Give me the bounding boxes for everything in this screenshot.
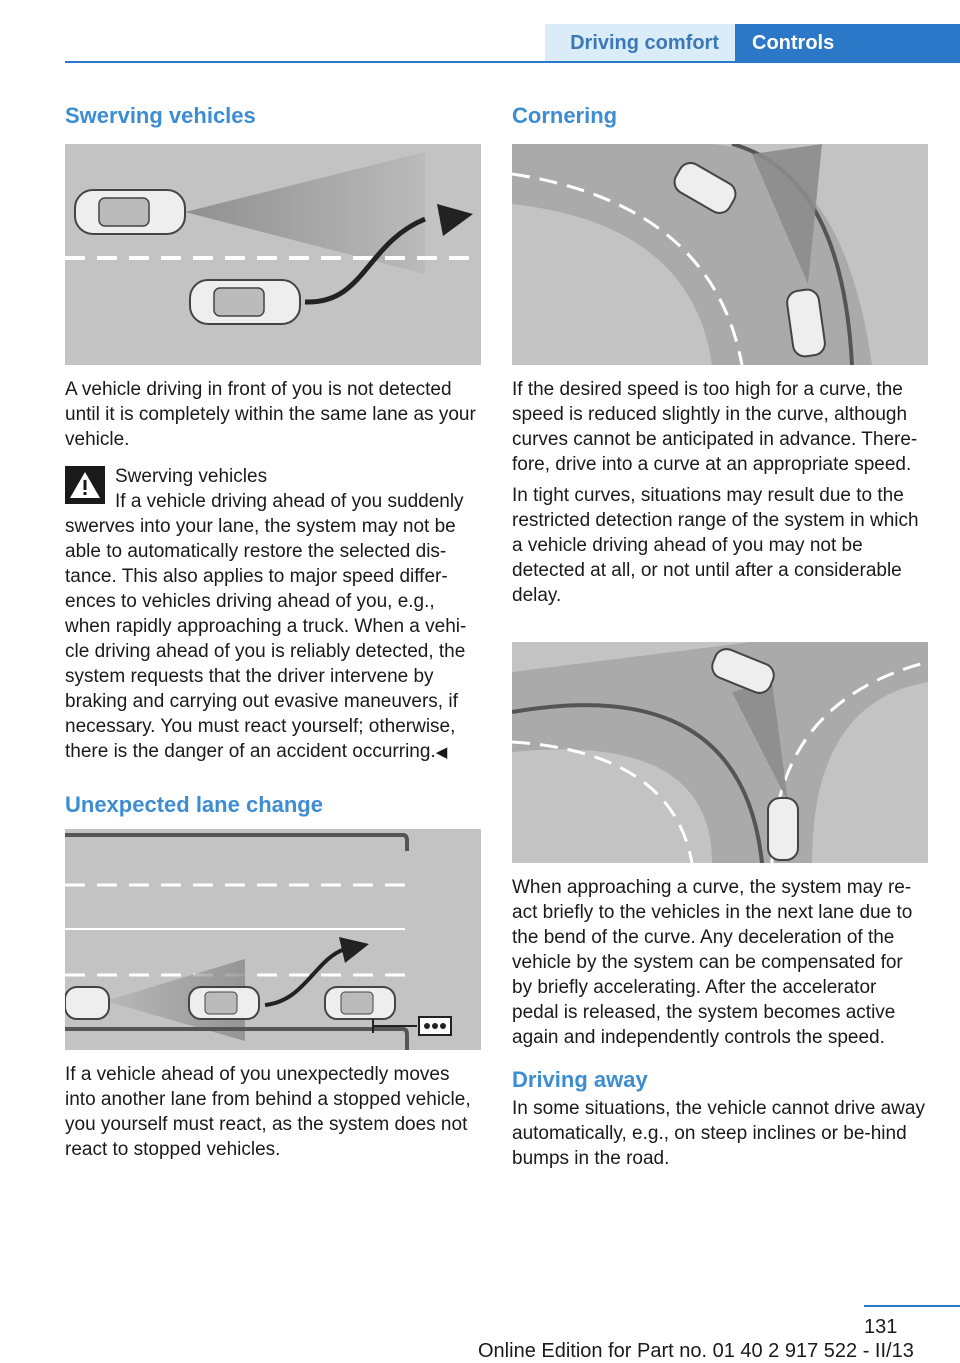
figure-cornering-adjacent-lane: [512, 642, 928, 863]
own-car-rear: [65, 987, 109, 1019]
section-tab: Driving comfort: [545, 24, 735, 62]
heading-swerving-vehicles: Swerving vehicles: [65, 103, 256, 128]
figure-cornering-speed: [512, 144, 928, 365]
car-changing-lane: [189, 987, 259, 1019]
warning-triangle-icon: [65, 466, 105, 504]
warning-title: Swerving vehicles: [115, 466, 268, 487]
end-mark: ◀: [435, 744, 448, 761]
page-header: [545, 24, 960, 62]
heading-unexpected-lane-change: Unexpected lane change: [65, 792, 323, 817]
warning-text-content: If a vehicle driving ahead of you suddenly swerves into your lane, the system may not be able to automatically restore the selected dis‐tance. This also applies to major speed differ‐ences to vehicles driving ahead of you, e.g., when rapidly approaching a truck. When a vehi‐cle driving ahead of you is reliably detected, the system requests that the driver intervene by braking and carrying out evasive maneuvers, if necessary. You must react yourself; otherwise, there is the danger of an accident occurring.: [65, 491, 467, 762]
chapter-tab: Controls: [735, 24, 960, 62]
paragraph-stopped-vehicles: If a vehicle ahead of you unexpectedly moves into another lane from behind a stopped vehicle, you yourself must react, as the system does not react to stopped vehicles.: [65, 1064, 471, 1160]
paragraph-speed-in-curve: If the desired speed is too high for a curve, the speed is reduced slightly in the curve, although curves cannot be anticipated in advance. There‐fore, drive into a curve at an appropriate speed.: [512, 379, 918, 475]
heading-cornering: Cornering: [512, 103, 618, 128]
left-column: [65, 100, 481, 1162]
paragraph-swerving-detection: A vehicle driving in front of you is not detected until it is completely within the same lane as your vehicle.: [65, 379, 476, 450]
own-car-bend: [768, 798, 798, 860]
figure-unexpected-lane-change: [65, 829, 481, 1050]
paragraph-adjacent-lane: When approaching a curve, the system may re‐act briefly to the vehicles in the next lane due to the bend of the curve. Any deceleration of the vehicle by the system can be compensated for by briefly accelerating. After the accelerator pedal is released, the system becomes active again and independently controls the speed.: [512, 877, 913, 1048]
paragraph-tight-curves: In tight curves, situations may result due to the restricted detection range of the system in which a vehicle driving ahead of you may not be detected at all, or not until after a considerable delay.: [512, 485, 919, 606]
warning-text: [65, 489, 481, 765]
heading-driving-away: Driving away: [512, 1067, 648, 1092]
car-ahead: [75, 190, 185, 234]
own-car: [190, 280, 300, 324]
figure-swerving-vehicles: [65, 144, 481, 365]
right-column: [512, 100, 928, 1171]
stopped-car: [325, 987, 395, 1019]
paragraph-driving-away: In some situations, the vehicle cannot drive away automatically, e.g., on steep inclines or be‐hind bumps in the road.: [512, 1098, 925, 1169]
header-rule: [65, 61, 960, 63]
warning-block: [65, 464, 481, 765]
edition-info: Online Edition for Part no. 01 40 2 917 522 - II/13: [478, 1340, 914, 1362]
footer-rule: [864, 1305, 960, 1307]
page-number: 131: [864, 1316, 898, 1338]
